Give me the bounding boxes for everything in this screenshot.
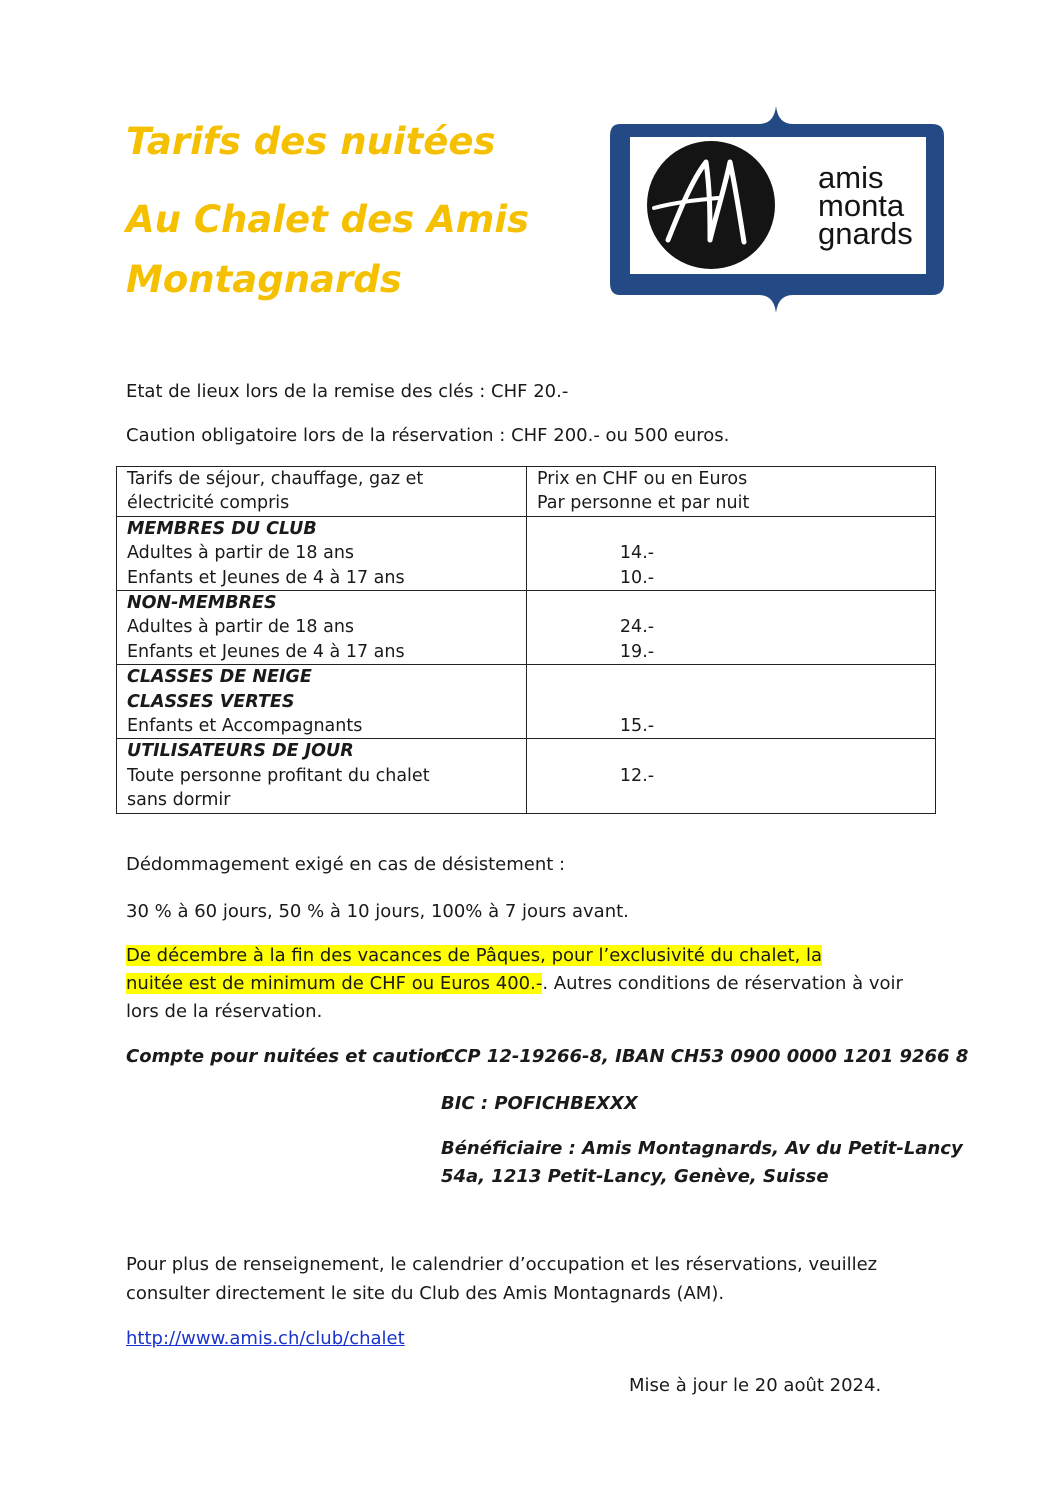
price-cell <box>527 665 936 739</box>
info-link-paragraph <box>126 1325 405 1353</box>
row-label: Adultes à partir de 18 ans <box>127 543 355 564</box>
header-left-line: électricité compris <box>127 493 290 514</box>
highlighted-text: De décembre à la fin des vacances de Pâques, pour l’exclusivité du chalet, la <box>126 945 823 966</box>
price-value: 12.- <box>619 765 655 786</box>
caution-text: Caution obligatoire lors de la réservation : CHF 200.- ou 500 euros. <box>126 425 730 446</box>
row-label: sans dormir <box>127 790 231 811</box>
table-row-membres <box>117 516 936 590</box>
page-title-line-1: Tarifs des nuitées <box>126 120 496 163</box>
price-value: 15.- <box>619 716 655 737</box>
price-value: 14.- <box>619 543 655 564</box>
info-line-1: Pour plus de renseignement, le calendrier d’occupation et les réservations, veuillez <box>126 1254 878 1275</box>
category-cell <box>117 739 527 813</box>
exclusivity-line-3: lors de la réservation. <box>126 1001 323 1022</box>
category-cell <box>117 591 527 665</box>
info-line-2: consulter directement le site du Club des Amis Montagnards (AM). <box>126 1283 725 1304</box>
table-row-utilisateurs <box>117 739 936 813</box>
price-cell <box>527 739 936 813</box>
tariff-table <box>116 466 936 814</box>
category-label: UTILISATEURS DE JOUR <box>127 741 354 762</box>
page-title-line-3: Montagnards <box>126 258 402 301</box>
page-title-line-2: Au Chalet des Amis <box>126 198 530 241</box>
price-value: 19.- <box>619 641 655 662</box>
highlighted-text: nuitée est de minimum de CHF ou Euros 400.- <box>126 973 543 994</box>
chalet-website-link[interactable]: http://www.amis.ch/club/chalet <box>126 1328 405 1349</box>
update-date: Mise à jour le 20 août 2024. <box>629 1375 882 1396</box>
logo-text-line-3: gnards <box>818 216 913 251</box>
category-label: CLASSES VERTES <box>127 691 295 712</box>
price-value: 24.- <box>619 617 655 638</box>
account-ccp-iban: CCP 12-19266-8, IBAN CH53 0900 0000 1201 9266 8 <box>441 1046 969 1067</box>
category-label: NON-MEMBRES <box>127 593 277 614</box>
row-label: Adultes à partir de 18 ans <box>127 617 355 638</box>
exclusivity-text: . Autres conditions de réservation à voir <box>542 973 903 994</box>
cancellation-heading: Dédommagement exigé en cas de désistement : <box>126 854 566 875</box>
row-label: Enfants et Jeunes de 4 à 17 ans <box>127 641 405 662</box>
category-cell <box>117 665 527 739</box>
row-label: Toute personne profitant du chalet <box>127 765 430 786</box>
header-right-line: Par personne et par nuit <box>537 493 750 514</box>
tariff-table-header <box>117 467 936 517</box>
account-beneficiary-line-1: Bénéficiaire : Amis Montagnards, Av du Petit-Lancy <box>441 1138 963 1159</box>
header-right-line: Prix en CHF ou en Euros <box>537 469 748 489</box>
cancellation-rates: 30 % à 60 jours, 50 % à 10 jours, 100% à 7 jours avant. <box>126 901 629 922</box>
header-right-cell <box>527 467 936 517</box>
header-left-line: Tarifs de séjour, chauffage, gaz et <box>127 469 424 489</box>
price-value: 10.- <box>619 567 655 588</box>
category-cell <box>117 516 527 590</box>
row-label: Enfants et Jeunes de 4 à 17 ans <box>127 567 405 588</box>
exclusivity-line-2 <box>126 970 903 998</box>
account-label: Compte pour nuitées et caution <box>126 1046 448 1067</box>
account-bic: BIC : POFICHBEXXX <box>441 1093 638 1114</box>
table-row-classes <box>117 665 936 739</box>
row-label: Enfants et Accompagnants <box>127 716 363 737</box>
header-left-cell <box>117 467 527 517</box>
price-cell <box>527 591 936 665</box>
table-row-non-membres <box>117 591 936 665</box>
account-beneficiary-line-2: 54a, 1213 Petit-Lancy, Genève, Suisse <box>441 1166 829 1187</box>
price-cell <box>527 516 936 590</box>
logo-text-line-2: monta <box>818 188 905 223</box>
etat-des-lieux-text: Etat de lieux lors de la remise des clés : CHF 20.- <box>126 381 569 402</box>
category-label: CLASSES DE NEIGE <box>127 667 312 688</box>
amis-montagnards-logo <box>606 100 949 315</box>
logo-text-line-1: amis <box>818 160 884 195</box>
exclusivity-line-1 <box>126 942 822 970</box>
category-label: MEMBRES DU CLUB <box>127 518 317 539</box>
